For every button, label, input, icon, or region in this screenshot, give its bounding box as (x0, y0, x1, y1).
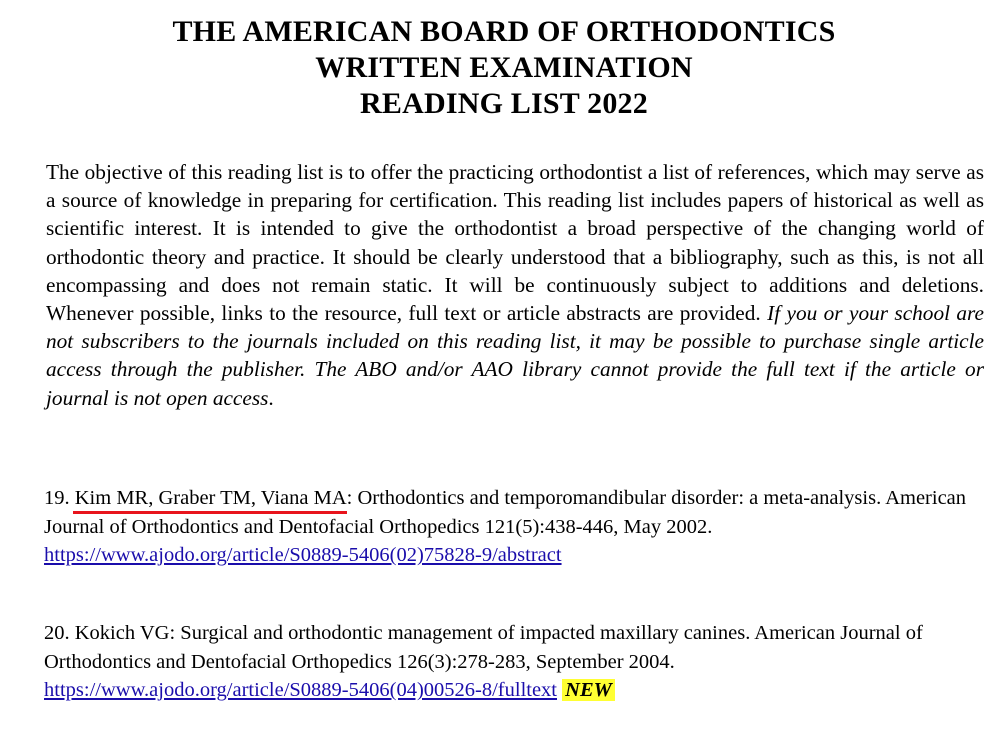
intro-end: . (268, 385, 274, 410)
new-badge: NEW (562, 679, 615, 701)
reference-citation: : Orthodontics and temporomandibular disorder: a meta-analysis. American Journal of Orthodontics and Dentofacial Orthopedics 121(5):438-446, May 2002. (44, 487, 967, 538)
title-line-3: READING LIST 2022 (360, 87, 648, 120)
reference-authors-text: Kim MR, Graber TM, Viana MA (74, 487, 347, 509)
reference-citation: : Surgical and orthodontic management of impacted maxillary canines. American Journal of Orthodontics and Dentofacial Orthopedics 126(3):278-283, September 2004. (44, 622, 923, 673)
reference-number: 19. (44, 487, 75, 509)
title-line-2: WRITTEN EXAMINATION (315, 51, 693, 84)
document-title (0, 14, 1008, 122)
reference-link[interactable]: https://www.ajodo.org/article/S0889-5406(04)00526-8/fulltext (44, 679, 558, 702)
intro-italic-note: If you or your school are not subscribers to the journals included on this reading list, it may be possible to purchase single article access through the publisher. The ABO and/or AAO library cannot provide the full text if the article or journal is not open access (46, 301, 985, 410)
reference-item-19 (44, 484, 984, 570)
title-line-1: THE AMERICAN BOARD OF ORTHODONTICS (172, 15, 836, 48)
reference-link[interactable]: https://www.ajodo.org/article/S0889-5406(02)75828-9/abstract (44, 544, 562, 567)
intro-paragraph (46, 158, 984, 412)
reference-item-20 (44, 619, 984, 705)
intro-text: The objective of this reading list is to offer the practicing orthodontist a list of references, which may serve as a source of knowledge in preparing for certification. This reading list includes papers of historical as well as scientific interest. It is intended to give the orthodontist a broad perspective of the changing world of orthodontic theory and practice. It should be clearly understood that a bibliography, such as this, is not all encompassing and does not remain static. It will be continuously subject to additions and deletions. Whenever possible, links to the resource, full text or article abstracts are provided. (46, 160, 984, 326)
reference-authors (75, 487, 347, 509)
reference-number: 20. (44, 622, 75, 644)
red-underline-annotation (73, 511, 347, 514)
reference-authors: Kokich VG (74, 622, 170, 644)
